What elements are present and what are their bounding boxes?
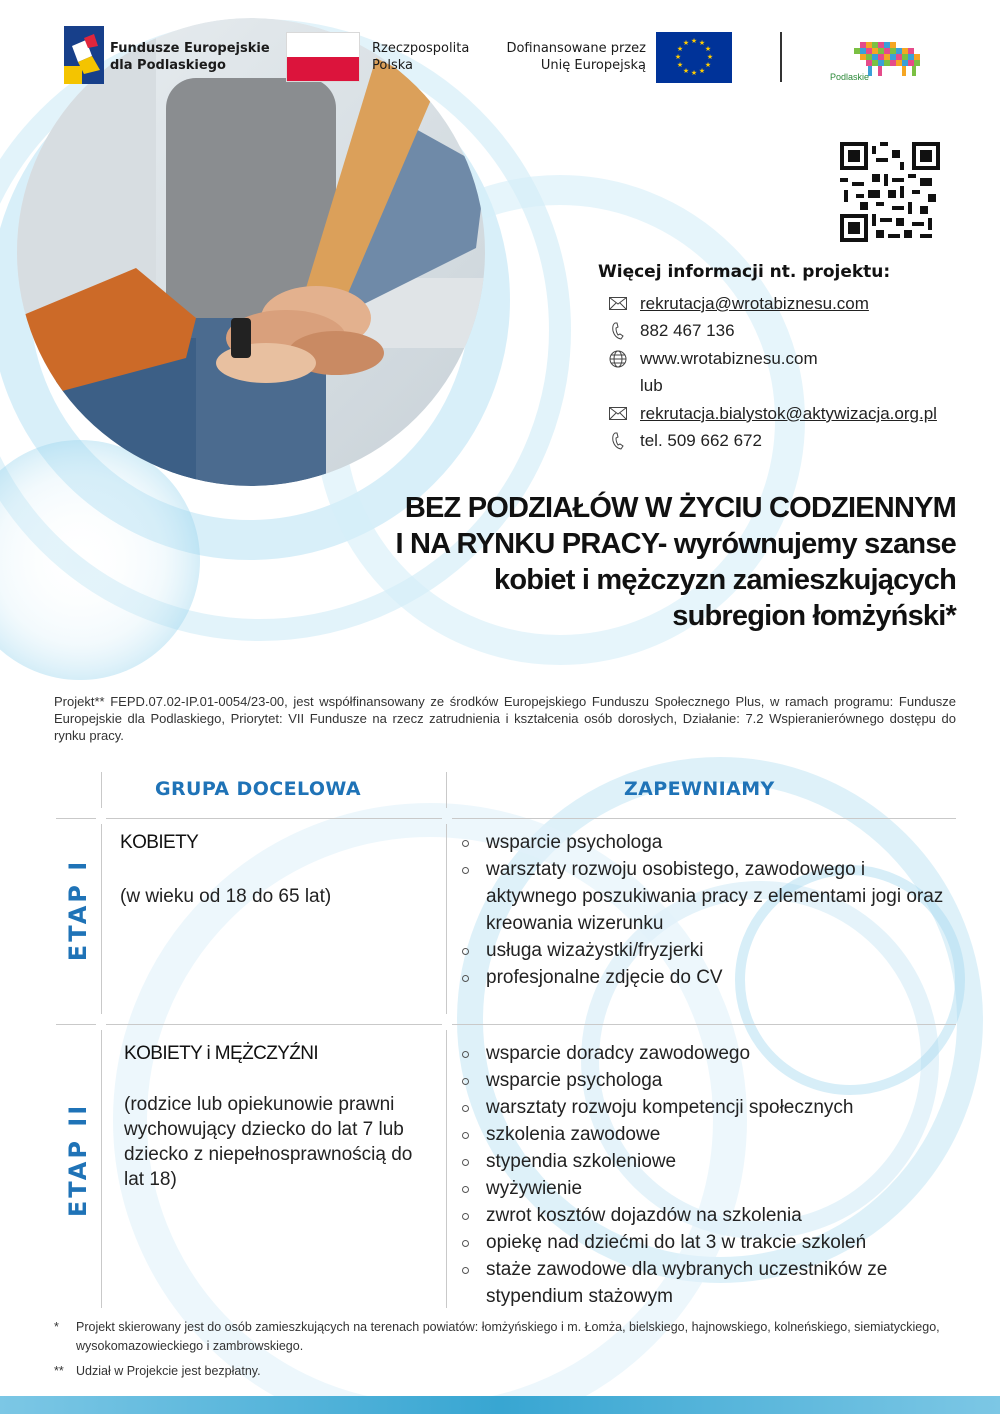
fundusze-europejskie-logo-icon <box>64 26 104 84</box>
or-text: lub <box>640 376 663 396</box>
ue-logo-text: Dofinansowane przez Unię Europejską <box>506 41 646 73</box>
stage-1-provide-list <box>458 829 948 991</box>
header-logos <box>60 22 940 92</box>
fe-logo-text: Fundusze Europejskie dla Podlaskiego <box>110 41 270 73</box>
list-item: szkolenia zawodowe <box>458 1121 948 1148</box>
footnote-text: Udział w Projekcie jest bezpłatny. <box>76 1364 261 1378</box>
list-item: wsparcie psychologa <box>458 1067 948 1094</box>
grid-line <box>446 824 447 1014</box>
stage-1-target-title: KOBIETY <box>120 832 199 853</box>
table-header <box>100 772 956 808</box>
page-title <box>196 490 956 634</box>
grid-line <box>452 818 956 819</box>
svg-text:★: ★ <box>682 39 690 47</box>
list-item: wsparcie doradcy zawodowego <box>458 1040 948 1067</box>
footnote-mark: ** <box>54 1364 64 1378</box>
list-item: zwrot kosztów dojazdów na szkolenia <box>458 1202 948 1229</box>
rp-logo-text: Rzeczpospolita Polska <box>372 41 470 73</box>
contact-row-phone-1 <box>596 318 976 346</box>
footnote-1 <box>54 1318 954 1356</box>
stage-1-label: ETAP I <box>64 858 92 962</box>
svg-text:★: ★ <box>698 67 706 75</box>
footnotes <box>54 1318 954 1387</box>
list-item: wsparcie psychologa <box>458 829 948 856</box>
svg-text:★: ★ <box>704 45 712 53</box>
stage-1-target-note: (w wieku od 18 do 65 lat) <box>120 886 332 907</box>
contact-row-phone-2 <box>596 428 976 456</box>
grid-line <box>446 772 447 808</box>
contact-row-email-2 <box>596 400 976 428</box>
grid-line <box>452 1024 956 1025</box>
grid-line <box>106 818 442 819</box>
contact-info <box>596 262 976 455</box>
list-item: wyżywienie <box>458 1175 948 1202</box>
eu-flag-icon <box>656 32 732 83</box>
phone-number-2[interactable]: tel. 509 662 672 <box>640 431 762 451</box>
email-link-1[interactable]: rekrutacja@wrotabiznesu.com <box>640 293 869 313</box>
website-link[interactable]: www.wrotabiznesu.com <box>640 348 818 368</box>
contact-row-email-1 <box>596 290 976 318</box>
phone-number-1[interactable]: 882 467 136 <box>640 321 735 341</box>
svg-text:★: ★ <box>676 61 684 69</box>
grid-line <box>56 1024 96 1025</box>
project-description: Projekt** FEPD.07.02-IP.01-0054/23-00, jest współfinansowany ze środków Europejskiego Funduszu Społecznego Plus, w ramach programu: Fundusze Europejskie dla Podlaskiego, Priorytet: VII Fundusze na rzecz zatrudnienia i kształcenia osób dorosłych, Działanie: 7.2 Wspieranierównego dostępu do rynku pracy. <box>54 694 956 743</box>
list-item: usługa wizażystki/fryzjerki <box>458 937 948 964</box>
list-item: warsztaty rozwoju osobistego, zawodowego i aktywnego poszukiwania pracy z elementami jogi oraz kreowania wizerunku <box>458 856 948 937</box>
footnote-2 <box>54 1362 954 1381</box>
svg-text:★: ★ <box>706 53 714 61</box>
list-item: profesjonalne zdjęcie do CV <box>458 964 948 991</box>
polish-flag-icon <box>286 32 360 82</box>
svg-text:★: ★ <box>698 39 706 47</box>
svg-text:★: ★ <box>690 69 698 77</box>
headline-line-2: I NA RYNKU PRACY- wyrównujemy szanse <box>395 528 956 560</box>
grid-line <box>106 1024 442 1025</box>
logo-separator <box>780 32 782 82</box>
stage-2-target-title: KOBIETY i MĘŻCZYŹNI <box>124 1043 319 1064</box>
contact-row-or <box>596 373 976 401</box>
grid-line <box>101 1030 102 1308</box>
contact-row-website <box>596 345 976 373</box>
svg-text:★: ★ <box>704 61 712 69</box>
svg-text:★: ★ <box>690 37 698 45</box>
email-link-2[interactable]: rekrutacja.bialystok@aktywizacja.org.pl <box>640 403 937 423</box>
list-item: warsztaty rozwoju kompetencji społecznych <box>458 1094 948 1121</box>
phone-icon <box>596 432 640 450</box>
column-header-we-provide: ZAPEWNIAMY <box>624 778 775 800</box>
svg-text:★: ★ <box>676 45 684 53</box>
phone-icon <box>596 322 640 340</box>
footnote-mark: * <box>54 1320 59 1334</box>
stage-2-provide-list <box>458 1040 948 1310</box>
globe-icon <box>596 350 640 368</box>
grid-line <box>446 1030 447 1308</box>
mail-icon <box>596 297 640 310</box>
stage-2-label: ETAP II <box>64 1102 92 1218</box>
svg-text:★: ★ <box>674 53 682 61</box>
podlaskie-label: Podlaskie <box>830 72 870 82</box>
grid-line <box>101 824 102 1014</box>
grid-line <box>101 772 102 808</box>
headline-line-4: subregion łomżyński* <box>672 600 956 632</box>
list-item: opiekę nad dziećmi do lat 3 w trakcie szkoleń <box>458 1229 948 1256</box>
headline-line-3: kobiet i mężczyzn zamieszkujących <box>494 564 956 596</box>
mail-icon <box>596 407 640 420</box>
column-header-target-group: GRUPA DOCELOWA <box>155 778 361 800</box>
list-item: stypendia szkoleniowe <box>458 1148 948 1175</box>
qr-code-icon[interactable] <box>840 142 940 242</box>
contact-title: Więcej informacji nt. projektu: <box>598 262 891 282</box>
svg-text:★: ★ <box>682 67 690 75</box>
bottom-color-bar <box>0 1396 1000 1414</box>
stage-2-target-note: (rodzice lub opiekunowie prawni wychowujący dziecko do lat 7 lub dziecko z niepełnosprawnością do lat 18) <box>124 1094 413 1190</box>
footnote-text: Projekt skierowany jest do osób zamieszkujących na terenach powiatów: łomżyńskiego i m. Łomża, bielskiego, hajnowskiego, kolneńskiego, siemiatyckiego, wysokomazowieckiego i zambrowskiego. <box>76 1320 940 1353</box>
headline-line-1: BEZ PODZIAŁÓW W ŻYCIU CODZIENNYM <box>404 492 956 524</box>
list-item: staże zawodowe dla wybranych uczestników ze stypendium stażowym <box>458 1256 948 1310</box>
